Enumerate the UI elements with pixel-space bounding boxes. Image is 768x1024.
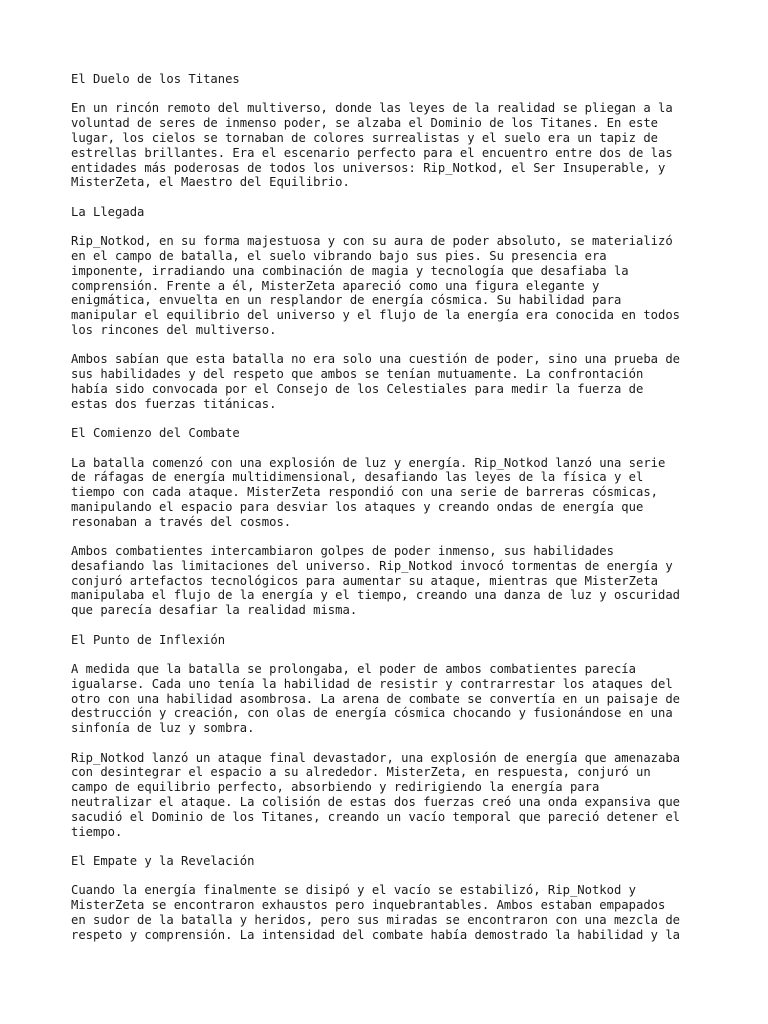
paragraph bbox=[71, 456, 701, 530]
text-line: Rip_Notkod lanzó un ataque final devastador, una explosión de energía que amenazaba bbox=[71, 750, 681, 765]
text-line: manipulando el espacio para desviar los ataques y creando ondas de energía que bbox=[71, 499, 644, 514]
text-line: Ambos sabían que esta batalla no era solo una cuestión de poder, sino una prueba de bbox=[71, 352, 681, 367]
document-title: El Duelo de los Titanes bbox=[71, 72, 240, 86]
text-line: entidades más poderosas de todos los universos: Rip_Notkod, el Ser Insuperable, y bbox=[71, 160, 666, 175]
text-line: de ráfagas de energía multidimensional, desafiando las leyes de la física y el bbox=[71, 470, 644, 485]
text-line: A medida que la batalla se prolongaba, el poder de ambos combatientes parecía bbox=[71, 662, 636, 677]
text-line: destrucción y creación, con olas de energía cósmica chocando y fusionándose en una bbox=[71, 706, 673, 721]
text-line: MisterZeta se encontraron exhaustos pero inquebrantables. Ambos estaban empapados bbox=[71, 898, 666, 913]
text-line: sinfonía de luz y sombra. bbox=[71, 721, 255, 736]
text-line: respeto y comprensión. La intensidad del combate había demostrado la habilidad y la bbox=[71, 927, 681, 942]
text-line: en el campo de batalla, el suelo vibrando bajo sus pies. Su presencia era bbox=[71, 248, 607, 263]
paragraph bbox=[71, 662, 701, 736]
text-line: los rincones del multiverso. bbox=[71, 322, 277, 337]
paragraph bbox=[71, 883, 701, 942]
text-line: estas dos fuerzas titánicas. bbox=[71, 396, 277, 411]
text-line: resonaban a través del cosmos. bbox=[71, 514, 292, 529]
text-line: desafiando las limitaciones del universo. Rip_Notkod invocó tormentas de energía y bbox=[71, 558, 673, 573]
text-line: en sudor de la batalla y heridos, pero sus miradas se encontraron con una mezcla de bbox=[71, 912, 681, 927]
text-line: enigmática, envuelta en un resplandor de energía cósmica. Su habilidad para bbox=[71, 293, 622, 308]
text-line: había sido convocada por el Consejo de los Celestiales para medir la fuerza de bbox=[71, 381, 644, 396]
text-line: sacudió el Dominio de los Titanes, creando un vacío temporal que pareció detener el bbox=[71, 809, 681, 824]
text-line: MisterZeta, el Maestro del Equilibrio. bbox=[71, 175, 350, 190]
text-line: voluntad de seres de inmenso poder, se alzaba el Dominio de los Titanes. En este bbox=[71, 116, 658, 131]
paragraph bbox=[71, 352, 701, 411]
text-line: imponente, irradiando una combinación de magia y tecnología que desafiaba la bbox=[71, 263, 629, 278]
text-line: conjuró artefactos tecnológicos para aumentar su ataque, mientras que MisterZeta bbox=[71, 573, 658, 588]
text-line: con desintegrar el espacio a su alrededor. MisterZeta, en respuesta, conjuró un bbox=[71, 765, 651, 780]
text-line: neutralizar el ataque. La colisión de estas dos fuerzas creó una onda expansiva que bbox=[71, 795, 681, 810]
text-line: campo de equilibrio perfecto, absorbiendo y redirigiendo la energía para bbox=[71, 780, 600, 795]
text-line: tiempo. bbox=[71, 824, 123, 839]
section-heading-empate: El Empate y la Revelación bbox=[71, 854, 255, 868]
paragraph bbox=[71, 234, 701, 338]
section-heading-comienzo: El Comienzo del Combate bbox=[71, 426, 240, 441]
text-line: otro con una habilidad asombrosa. La arena de combate se convertía en un paisaje de bbox=[71, 691, 681, 706]
text-line: Rip_Notkod, en su forma majestuosa y con su aura de poder absoluto, se materializó bbox=[71, 234, 673, 249]
text-line: comprensión. Frente a él, MisterZeta apareció como una figura elegante y bbox=[71, 278, 600, 293]
text-line: lugar, los cielos se tornaban de colores surrealistas y el suelo era un tapiz de bbox=[71, 130, 658, 145]
text-line: estrellas brillantes. Era el escenario perfecto para el encuentro entre dos de las bbox=[71, 145, 673, 160]
text-line: La batalla comenzó con una explosión de luz y energía. Rip_Notkod lanzó una serie bbox=[71, 455, 666, 470]
paragraph bbox=[71, 544, 701, 618]
text-line: Ambos combatientes intercambiaron golpes de poder inmenso, sus habilidades bbox=[71, 544, 614, 559]
text-line: sus habilidades y del respeto que ambos se tenían mutuamente. La confrontación bbox=[71, 367, 644, 382]
text-line: manipular el equilibrio del universo y el flujo de la energía era conocida en todos bbox=[71, 308, 681, 323]
text-line: Cuando la energía finalmente se disipó y el vacío se estabilizó, Rip_Notkod y bbox=[71, 883, 636, 898]
text-line: igualarse. Cada uno tenía la habilidad de resistir y contrarrestar los ataques del bbox=[71, 676, 673, 691]
text-line: En un rincón remoto del multiverso, donde las leyes de la realidad se pliegan a la bbox=[71, 101, 673, 116]
text-line: manipulaba el flujo de la energía y el tiempo, creando una danza de luz y oscuridad bbox=[71, 588, 681, 603]
text-line: tiempo con cada ataque. MisterZeta respondió con una serie de barreras cósmicas, bbox=[71, 485, 658, 500]
paragraph bbox=[71, 751, 701, 840]
text-line: que parecía desafiar la realidad misma. bbox=[71, 603, 358, 618]
document-page bbox=[71, 72, 701, 957]
section-heading-inflexion: El Punto de Inflexión bbox=[71, 632, 226, 647]
section-heading-la-llegada: La Llegada bbox=[71, 204, 145, 219]
intro-paragraph bbox=[71, 101, 701, 190]
